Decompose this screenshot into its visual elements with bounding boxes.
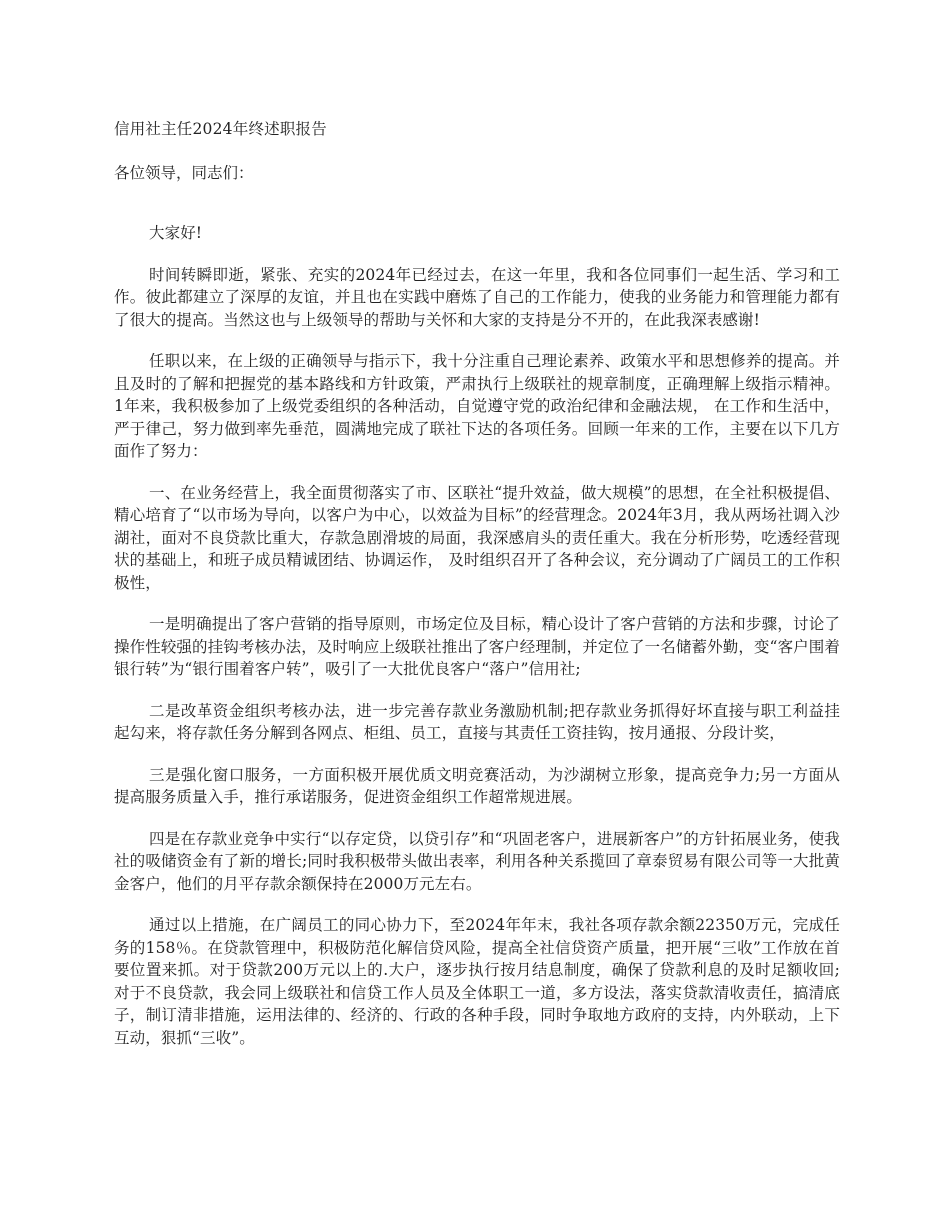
salutation: 各位领导，同志们： <box>114 164 254 182</box>
paragraph-results: 通过以上措施，在广阔员工的同心协力下，至2024年年末，我社各项存款余额22350万元，完成任务的158％。在贷款管理中，积极防范化解信贷风险，提高全社信贷资产质量，把开展“三收”工作放在首要位置来抓。对于贷款200万元以上的.大户，逐步执行按月结息制度，确保了贷款利息的及时足额收回;对于不良贷款，我会同上级联社和信贷工作人员及全体职工一道，多方设法，落实贷款清收责任，搞清底子，制订清非措施，运用法律的、经济的、行政的各种手段，同时争取地方政府的支持，内外联动，上下互动，狠抓“三收”。 <box>114 916 840 1047</box>
paragraph-intro: 时间转瞬即逝，紧张、充实的2024年已经过去，在这一年里，我和各位同事们一起生活、学习和工作。彼此都建立了深厚的友谊，并且也在实践中磨炼了自己的工作能力，使我的业务能力和管理能力都有了很大的提高。当然这也与上级领导的帮助与关怀和大家的支持是分不开的，在此我深表感谢! <box>114 265 840 329</box>
document-page <box>114 118 840 1049</box>
paragraph-business: 一、在业务经营上，我全面贯彻落实了市、区联社“提升效益，做大规模”的思想，在全社积极提倡、精心培育了“以市场为导向，以客户为中心，以效益为目标”的经营理念。2024年3月，我从两场社调入沙湖社，面对不良贷款比重大，存款急剧滑坡的局面，我深感肩头的责任重大。我在分析形势，吃透经营现状的基础上，和班子成员精诚团结、协调运作， 及时组织召开了各种会议，充分调动了广阔员工的工作积极性， <box>114 483 840 592</box>
paragraph-point-3: 三是强化窗口服务，一方面积极开展优质文明竞赛活动，为沙湖树立形象，提高竞争力;另一方面从提高服务质量入手，推行承诺服务，促进资金组织工作超常规进展。 <box>114 765 840 806</box>
paragraph-tenure: 任职以来，在上级的正确领导与指示下，我十分注重自己理论素养、政策水平和思想修养的提高。并且及时的了解和把握党的基本路线和方针政策，严肃执行上级联社的规章制度，正确理解上级指示精神。1年来，我积极参加了上级党委组织的各种活动，自觉遵守党的政治纪律和金融法规， 在工作和生活中，严于律己，努力做到率先垂范，圆满地完成了联社下达的各项任务。回顾一年来的工作，主要在以下几方面作了努力： <box>114 352 840 460</box>
paragraph-greeting: 大家好! <box>149 224 203 242</box>
paragraph-point-4: 四是在存款业竞争中实行“以存定贷，以贷引存”和“巩固老客户，进展新客户”的方针拓展业务，使我社的吸储资金有了新的增长;同时我积极带头做出表率，利用各种关系揽回了章泰贸易有限公司等一大批黄金客户，他们的月平存款余额保持在2000万元左右。 <box>114 829 840 893</box>
document-title: 信用社主任2024年终述职报告 <box>114 120 327 138</box>
paragraph-point-1: 一是明确提出了客户营销的指导原则，市场定位及目标，精心设计了客户营销的方法和步骤，讨论了操作性较强的挂钩考核办法，及时响应上级联社推出了客户经理制，并定位了一名储蓄外勤，变“客户围着银行转”为“银行围着客户转”，吸引了一大批优良客户“落户”信用社; <box>114 615 840 678</box>
paragraph-point-2: 二是改革资金组织考核办法，进一步完善存款业务激励机制;把存款业务抓得好坏直接与职工利益挂起勾来，将存款任务分解到各网点、柜组、员工，直接与其责任工资挂钩，按月通报、分段计奖， <box>114 701 840 742</box>
